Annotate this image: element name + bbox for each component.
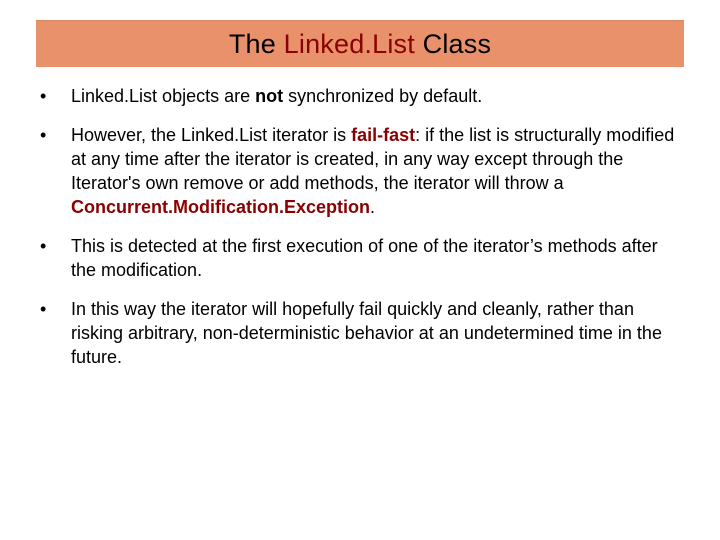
bullet-text: Linked.List objects are xyxy=(71,86,256,106)
bullet-text: This is detected at the first execution of one of the iterator’s methods after the modification. xyxy=(71,236,658,280)
bullet-highlight: fail-fast xyxy=(351,125,416,145)
bullet-text: . xyxy=(370,197,376,217)
title-bar xyxy=(36,20,684,67)
bullet-text: : if the list is structurally modified at any time after the iterator is created, in any way except through the Iterator's own remove or add methods, the iterator will throw a xyxy=(71,125,675,193)
bullet-highlight: Concurrent.Modification.Exception xyxy=(71,197,371,217)
bullet-list xyxy=(0,84,720,384)
title-suffix: Class xyxy=(414,28,492,59)
title-prefix: The xyxy=(228,28,284,59)
bullet-marker: • xyxy=(40,236,47,256)
bullet-text: In this way the iterator will hopefully fail quickly and cleanly, rather than risking arbitrary, non-deterministic behavior at an undetermined time in the future. xyxy=(71,299,662,367)
bullet-item xyxy=(0,84,720,108)
bullet-item xyxy=(0,297,720,369)
bullet-emphasis: not xyxy=(255,86,284,106)
bullet-text: However, the Linked.List iterator is xyxy=(71,125,352,145)
slide-title xyxy=(228,28,492,59)
bullet-marker: • xyxy=(40,86,47,106)
bullet-item xyxy=(0,123,720,219)
title-class-name: Linked.List xyxy=(283,28,415,59)
bullet-text: synchronized by default. xyxy=(283,86,483,106)
bullet-marker: • xyxy=(40,299,47,319)
bullet-marker: • xyxy=(40,125,47,145)
bullet-item xyxy=(0,234,720,282)
